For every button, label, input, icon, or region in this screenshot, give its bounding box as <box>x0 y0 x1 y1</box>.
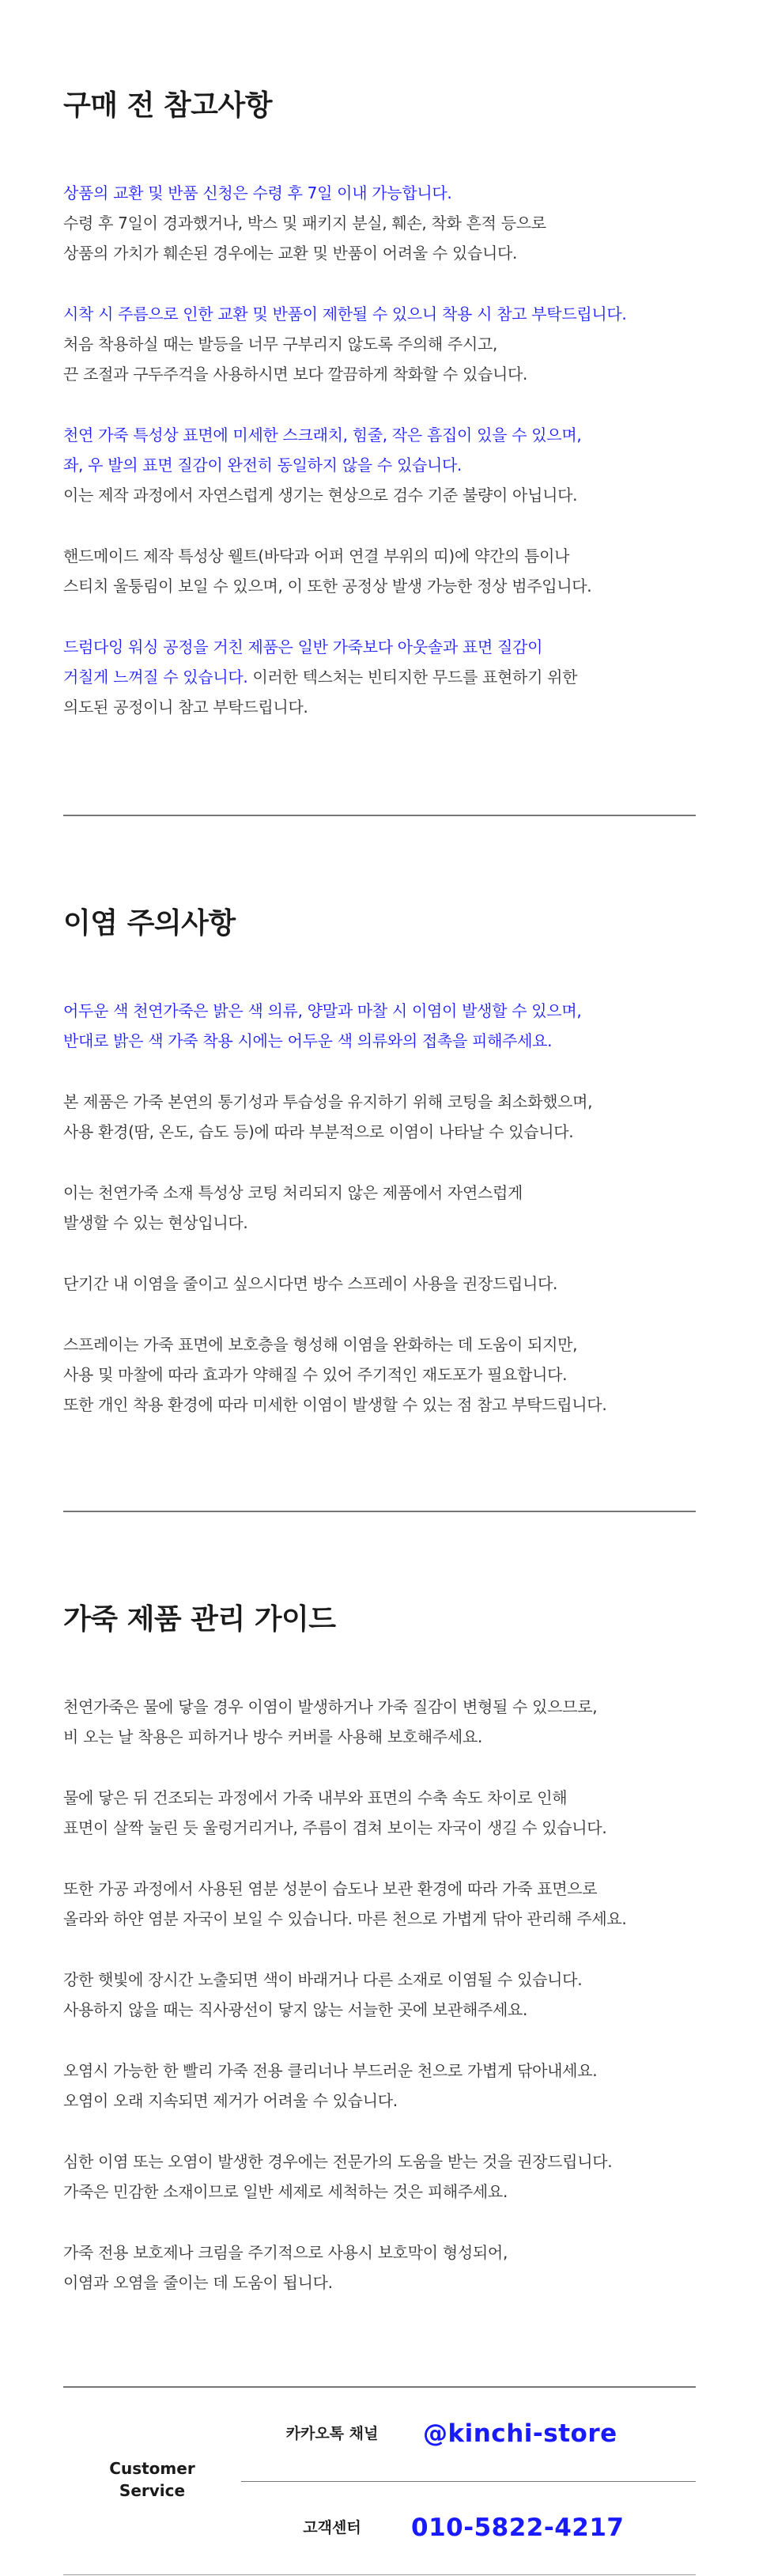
notice-line: 발생할 수 있는 현상입니다. <box>63 1213 248 1232</box>
notice-line: 의도된 공정이니 참고 부탁드립니다. <box>63 698 308 717</box>
notice-line: 처음 착용하실 때는 발등을 너무 구부리지 않도록 주의해 주시고, <box>63 335 498 354</box>
notice-line: 가죽은 민감한 소재이므로 일반 세제로 세척하는 것은 피해주세요. <box>63 2182 508 2201</box>
service-center-label: 고객센터 <box>303 2519 361 2536</box>
care-guide-paragraph <box>63 1874 696 1934</box>
notice-line: 상품의 교환 및 반품 신청은 수령 후 7일 이내 가능합니다. <box>63 183 452 202</box>
notice-line: 사용하지 않을 때는 직사광선이 닿지 않는 서늘한 곳에 보관해주세요. <box>63 2000 528 2019</box>
notice-line: 단기간 내 이염을 줄이고 싶으시다면 방수 스프레이 사용을 권장드립니다. <box>63 1274 558 1293</box>
customer-service-box <box>63 2386 696 2576</box>
notice-line: 본 제품은 가죽 본연의 통기성과 투습성을 유지하기 위해 코팅을 최소화했으며, <box>63 1092 593 1111</box>
cs-row-divider <box>241 2481 696 2482</box>
notice-line: 사용 및 마찰에 따라 효과가 약해질 수 있어 주기적인 재도포가 필요합니다. <box>63 1365 568 1384</box>
care-guide-paragraph <box>63 2147 696 2207</box>
service-center-phone[interactable]: 010-5822-4217 <box>411 2514 625 2542</box>
cs-title-line: Customer <box>109 2459 195 2478</box>
kakao-channel-label: 카카오톡 채널 <box>285 2425 379 2442</box>
purchase-notes-title: 구매 전 참고사항 <box>63 89 272 122</box>
notice-line: 이는 제작 과정에서 자연스럽게 생기는 현상으로 검수 기준 불량이 아닙니다. <box>63 486 578 505</box>
care-guide-paragraph <box>63 1692 696 1752</box>
notice-line: 오염이 오래 지속되면 제거가 어려울 수 있습니다. <box>63 2091 398 2110</box>
notice-line: 좌, 우 발의 표면 질감이 완전히 동일하지 않을 수 있습니다. <box>63 456 463 475</box>
cs-top-border <box>63 2386 696 2388</box>
care-guide-paragraph <box>63 2237 696 2298</box>
care-guide-paragraph <box>63 1965 696 2025</box>
notice-line: 올라와 하얀 염분 자국이 보일 수 있습니다. 마른 천으로 가볍게 닦아 관리해 주세요. <box>63 1909 627 1928</box>
care-guide-paragraph <box>63 1783 696 1843</box>
notice-line: 천연 가죽 특성상 표면에 미세한 스크래치, 힘줄, 작은 흠집이 있을 수 있으며, <box>63 426 582 444</box>
notice-line: 물에 닿은 뒤 건조되는 과정에서 가죽 내부와 표면의 수축 속도 차이로 인해 <box>63 1788 568 1807</box>
notice-line: 오염시 가능한 한 빨리 가죽 전용 클리너나 부드러운 천으로 가볍게 닦아내세요. <box>63 2061 598 2080</box>
notice-line: 시착 시 주름으로 인한 교환 및 반품이 제한될 수 있으니 착용 시 참고 부탁드립니다. <box>63 305 627 323</box>
notice-line: 끈 조절과 구두주걱을 사용하시면 보다 깔끔하게 착화할 수 있습니다. <box>63 365 528 384</box>
notice-line: 강한 햇빛에 장시간 노출되면 색이 바래거나 다른 소재로 이염될 수 있습니다. <box>63 1970 583 1989</box>
notice-line: 또한 개인 착용 환경에 따라 미세한 이염이 발생할 수 있는 점 참고 부탁드립니다. <box>63 1395 607 1414</box>
cs-bottom-border <box>63 2574 696 2575</box>
notice-line: 가죽 전용 보호제나 크림을 주기적으로 사용시 보호막이 형성되어, <box>63 2243 508 2262</box>
notice-line: 비 오는 날 착용은 피하거나 방수 커버를 사용해 보호해주세요. <box>63 1727 483 1746</box>
notice-line: 스프레이는 가죽 표면에 보호층을 형성해 이염을 완화하는 데 도움이 되지만, <box>63 1335 578 1354</box>
notice-line: 이염과 오염을 줄이는 데 도움이 됩니다. <box>63 2273 333 2292</box>
purchase-notes-paragraph <box>63 541 696 601</box>
notice-line: 천연가죽은 물에 닿을 경우 이염이 발생하거나 가죽 질감이 변형될 수 있으므로, <box>63 1697 598 1716</box>
notice-line-highlight: 거칠게 느껴질 수 있습니다. <box>63 668 248 687</box>
cs-title-line: Service <box>119 2481 186 2500</box>
purchase-notes-paragraph <box>63 420 696 510</box>
notice-line: 스티치 울퉁림이 보일 수 있으며, 이 또한 공정상 발생 가능한 정상 범주입니다. <box>63 577 592 596</box>
dye-notes-paragraph <box>63 1330 696 1420</box>
notice-line-rest: 이러한 텍스처는 빈티지한 무드를 표현하기 위한 <box>247 668 578 687</box>
notice-line: 수령 후 7일이 경과했거나, 박스 및 패키지 분실, 훼손, 착화 흔적 등으로 <box>63 214 546 233</box>
notice-line: 반대로 밝은 색 가죽 착용 시에는 어두운 색 의류와의 접촉을 피해주세요. <box>63 1031 553 1050</box>
dye-notes-title: 이염 주의사항 <box>63 907 236 940</box>
care-guide-title: 가죽 제품 관리 가이드 <box>63 1603 336 1636</box>
purchase-notes-section <box>63 87 696 736</box>
notice-line: 어두운 색 천연가죽은 밝은 색 의류, 양말과 마찰 시 이염이 발생할 수 있으며, <box>63 1001 582 1020</box>
dye-notes-paragraph <box>63 996 696 1056</box>
notice-line: 핸드메이드 제작 특성상 웰트(바닥과 어퍼 연결 부위의 띠)에 약간의 틈이나 <box>63 547 570 566</box>
purchase-notes-paragraph <box>63 299 696 389</box>
notice-line: 드럼다잉 워싱 공정을 거친 제품은 일반 가죽보다 아웃솔과 표면 질감이 <box>63 637 543 656</box>
notice-line: 심한 이염 또는 오염이 발생한 경우에는 전문가의 도움을 받는 것을 권장드립니다. <box>63 2152 613 2171</box>
notice-line: 이는 천연가죽 소재 특성상 코팅 처리되지 않은 제품에서 자연스럽게 <box>63 1183 523 1202</box>
dye-notes-paragraph <box>63 1269 696 1299</box>
purchase-notes-paragraph <box>63 178 696 268</box>
care-guide-section <box>63 1601 696 2313</box>
section-divider <box>63 815 696 816</box>
notice-line: 표면이 살짝 눌린 듯 울렁거리거나, 주름이 겹쳐 보이는 자국이 생길 수 있습니다. <box>63 1818 607 1837</box>
dye-notes-section <box>63 905 696 1458</box>
purchase-notes-paragraph <box>63 632 696 722</box>
notice-line: 사용 환경(땀, 온도, 습도 등)에 따라 부분적으로 이염이 나타날 수 있습니다. <box>63 1122 574 1141</box>
notice-line: 또한 가공 과정에서 사용된 염분 성분이 습도나 보관 환경에 따라 가죽 표면으로 <box>63 1879 598 1898</box>
notice-line: 상품의 가치가 훼손된 경우에는 교환 및 반품이 어려울 수 있습니다. <box>63 244 518 263</box>
section-divider <box>63 1511 696 1512</box>
customer-service-title <box>63 2457 241 2502</box>
care-guide-paragraph <box>63 2056 696 2116</box>
dye-notes-paragraph <box>63 1178 696 1238</box>
notice-line-mixed <box>63 662 696 692</box>
dye-notes-paragraph <box>63 1087 696 1147</box>
kakao-channel-link[interactable]: @kinchi-store <box>423 2419 617 2448</box>
